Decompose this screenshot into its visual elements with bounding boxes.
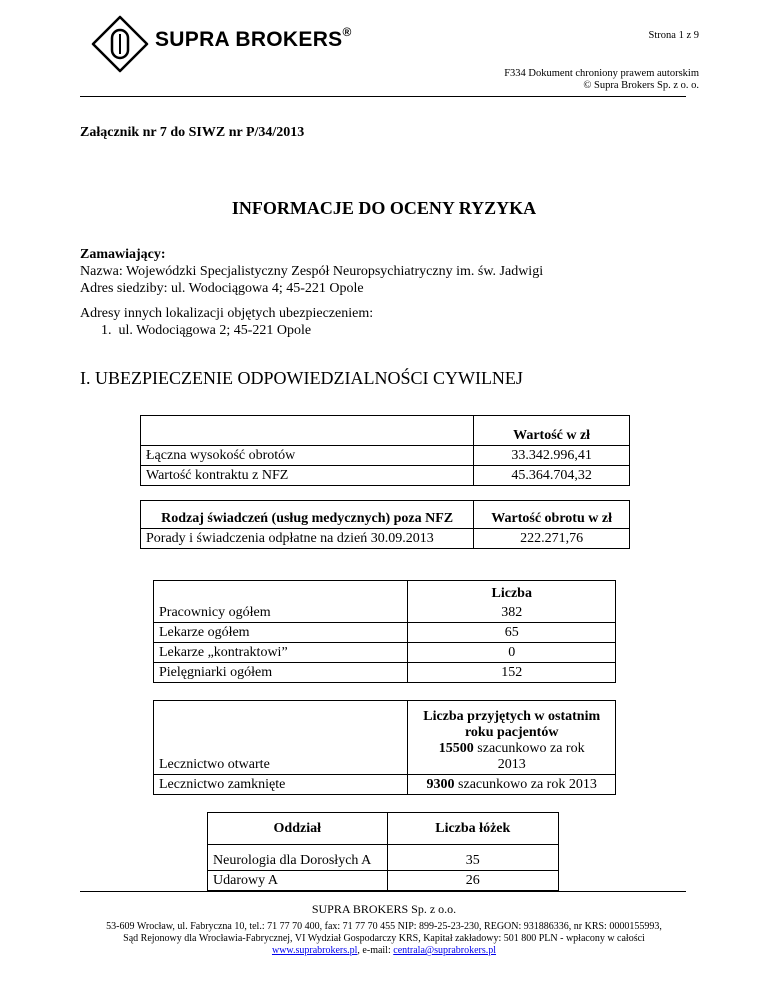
document-title: INFORMACJE DO OCENY RYZYKA xyxy=(231,198,537,218)
table-row xyxy=(141,529,630,549)
table-row xyxy=(141,466,630,486)
footer-registry: Sąd Rejonowy dla Wrocławia-Fabrycznej, VI Wydział Gospodarczy KRS, Kapitał zakładowy: 501 800 PLN - wpłacony w całości xyxy=(123,933,645,944)
footer-address: 53-609 Wrocław, ul. Fabryczna 10, tel.: 71 77 70 400, fax: 71 77 70 455 NIP: 899-25-23-230, REGON: 931886336, nr KRS: 0000155993, xyxy=(106,921,662,932)
footer-contact xyxy=(0,945,768,956)
staff-table xyxy=(153,580,616,683)
table-cell: Lecznictwo zamknięte xyxy=(154,775,408,795)
table-cell: 33.342.996,41 xyxy=(474,446,630,466)
table-header-cell: Rodzaj świadczeń (usług medycznych) poza NFZ xyxy=(141,501,474,529)
patients-table xyxy=(153,700,616,795)
table-cell xyxy=(141,416,474,446)
table-cell: 65 xyxy=(408,623,616,643)
table-cell: 9300 szacunkowo za rok 2013 xyxy=(408,775,616,795)
table-cell: Pracownicy ogółem xyxy=(154,581,408,623)
table-header-cell: Wartość w zł xyxy=(474,416,630,446)
copyright-notice: F334 Dokument chroniony prawem autorskim xyxy=(504,68,699,79)
patients-header-cell xyxy=(408,701,616,775)
table-cell: Porady i świadczenia odpłatne na dzień 30.09.2013 xyxy=(141,529,474,549)
table-cell: Lekarze „kontraktowi” xyxy=(154,643,408,663)
table-cell: Pielęgniarki ogółem xyxy=(154,663,408,683)
table-row xyxy=(154,663,616,683)
footer-divider xyxy=(80,891,686,892)
supra-brokers-logo-icon xyxy=(90,14,150,74)
table-row xyxy=(154,775,616,795)
table-header-cell: Oddział xyxy=(208,813,388,845)
copyright-owner: © Supra Brokers Sp. z o. o. xyxy=(583,80,699,91)
table-cell: Łączna wysokość obrotów xyxy=(141,446,474,466)
table-row xyxy=(154,623,616,643)
table-cell: Udarowy A xyxy=(208,871,388,891)
other-location-item: 1. ul. Wodociągowa 2; 45-221 Opole xyxy=(101,323,312,338)
table-cell-value: 15500 szacunkowo za rok xyxy=(438,741,585,756)
annex-reference: Załącznik nr 7 do SIWZ nr P/34/2013 xyxy=(80,125,305,140)
table-cell: Neurologia dla Dorosłych A xyxy=(208,845,388,871)
header-divider xyxy=(80,96,686,97)
wards-table xyxy=(207,812,559,891)
footer-company: SUPRA BROKERS Sp. z o.o. xyxy=(311,902,457,916)
section-title: I. UBEZPIECZENIE ODPOWIEDZIALNOŚCI CYWILNEJ xyxy=(80,368,523,388)
table-cell: 222.271,76 xyxy=(474,529,630,549)
table-cell: Wartość kontraktu z NFZ xyxy=(141,466,474,486)
table-cell-value-cont: 2013 xyxy=(497,757,526,772)
brand-name: SUPRA BROKERS® xyxy=(155,25,352,51)
turnover-table xyxy=(140,415,630,486)
table-cell: 152 xyxy=(408,663,616,683)
table-row xyxy=(141,416,630,446)
table-row xyxy=(154,581,616,603)
email-link[interactable]: centrala@suprabrokers.pl xyxy=(393,945,497,956)
table-row xyxy=(141,446,630,466)
table-row xyxy=(208,871,559,891)
table-row xyxy=(141,501,630,529)
table-row xyxy=(154,701,616,775)
other-locations-heading: Adresy innych lokalizacji objętych ubezpieczeniem: xyxy=(80,306,374,321)
table-header-cell: Liczba xyxy=(408,581,616,603)
email-prefix: , e-mail: xyxy=(357,945,394,956)
page-number: Strona 1 z 9 xyxy=(648,30,699,41)
table-header-line: Liczba przyjętych w ostatnim xyxy=(423,709,601,724)
table-header-cell: Liczba łóżek xyxy=(387,813,558,845)
orderer-address: Adres siedziby: ul. Wodociągowa 4; 45-221 Opole xyxy=(80,281,364,296)
table-cell: 45.364.704,32 xyxy=(474,466,630,486)
table-row xyxy=(154,643,616,663)
table-header-cell: Wartość obrotu w zł xyxy=(474,501,630,529)
table-row xyxy=(208,845,559,871)
orderer-heading: Zamawiający: xyxy=(80,247,166,262)
table-header-line: roku pacjentów xyxy=(464,725,559,740)
registered-mark: ® xyxy=(342,25,352,39)
table-cell: 35 xyxy=(387,845,558,871)
website-link[interactable]: www.suprabrokers.pl xyxy=(271,945,358,956)
orderer-name: Nazwa: Wojewódzki Specjalistyczny Zespół Neuropsychiatryczny im. św. Jadwigi xyxy=(80,264,544,279)
table-cell: 26 xyxy=(387,871,558,891)
table-cell: Lecznictwo otwarte xyxy=(154,701,408,775)
table-cell: 382 xyxy=(408,603,616,623)
table-cell: 0 xyxy=(408,643,616,663)
non-nfz-services-table xyxy=(140,500,630,549)
table-cell: Lekarze ogółem xyxy=(154,623,408,643)
table-row xyxy=(208,813,559,845)
